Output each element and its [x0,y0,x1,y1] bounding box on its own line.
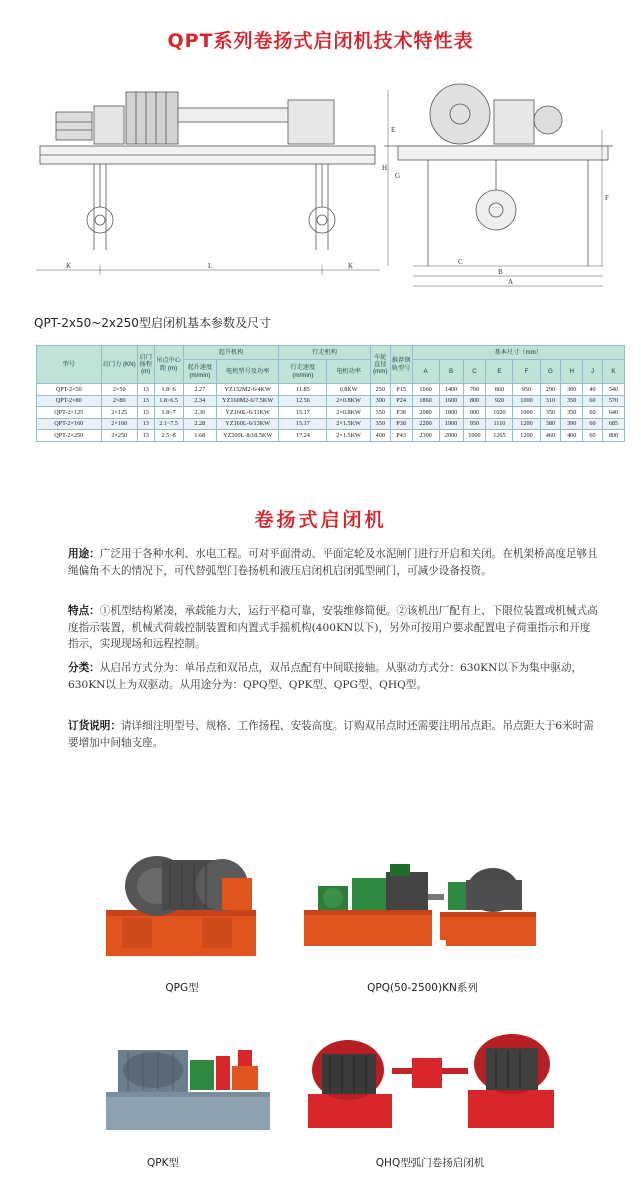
table-cell: 950 [513,384,540,396]
table-cell: 60 [583,430,603,442]
table-cell: 17.24 [279,430,327,442]
table-cell: 1900 [439,418,463,430]
table-cell: 1.8~6.5 [154,395,183,407]
table-cell: 400 [561,430,583,442]
text-use: 广泛用于各种水利、水电工程。可对平面滑动、平面定轮及水泥闸门进行开启和关闭。在机架桥高度足够且绳偏角不大的情况下，可代替弧型门卷扬机和液压启闭机启闭弧型闸门，可减少设备投资。 [68,548,598,577]
table-cell: 2×0.8KW [327,395,371,407]
table-cell: YZ132M2-6/4KW [216,384,278,396]
product-photo-qpg [92,848,272,966]
table-cell: 2200 [412,418,439,430]
table-cell: 2×50 [101,384,137,396]
table-cell: 350 [370,418,390,430]
table-cell: 60 [583,418,603,430]
th-rail: 推荐钢轨型号 [390,346,412,384]
product-photo-qpq [298,850,543,960]
table-cell: 60 [583,407,603,419]
product-caption-qhq: QHQ型弧门卷扬启闭机 [375,1157,485,1169]
table-cell: 15.17 [279,418,327,430]
table-cell: 11.85 [279,384,327,396]
table-cell: 300 [561,384,583,396]
product-caption-qpk: QPK型 [147,1157,179,1169]
th-dim-e: E [486,360,513,384]
text-feature: ①机型结构紧凑，承载能力大，运行平稳可靠，安装维修简便。②该机出厂配有上、下限位装置或机械式高度指示装置，机械式荷载控制装置和内置式手摇机构(400KN以下)，另外可按用户要求配置电子荷重指示和开度指示，实现现场和远程控制。 [68,605,598,650]
table-cell: 1110 [486,418,513,430]
dim-label-h: H [382,164,388,172]
table-cell: 2300 [412,430,439,442]
label-use: 用途： [68,548,100,560]
th-dim-b: B [439,360,463,384]
table-cell: 1660 [412,384,439,396]
table-cell: 0.8KW [327,384,371,396]
th-dim-c: C [463,360,486,384]
table-cell: 1265 [486,430,513,442]
table-cell: 800 [463,395,486,407]
table-cell: 60 [583,395,603,407]
dim-label-g: G [395,172,401,180]
th-motor-power: 电机功率 [327,360,371,384]
table-cell: 350 [561,407,583,419]
table-cell: 350 [370,407,390,419]
paragraph-order [68,718,600,751]
th-dim-j: J [583,360,603,384]
table-cell: 350 [540,407,561,419]
table-cell: 1.68 [183,430,216,442]
th-dim-h: H [561,360,583,384]
table-cell: 700 [463,384,486,396]
table-cell: YZ160L-6/11KW [216,407,278,419]
table-cell: 250 [370,384,390,396]
th-dim-k: K [602,360,624,384]
th-travel-group: 行走机构 [279,346,371,360]
th-hoist-group: 起升机构 [183,346,279,360]
table-row [37,384,625,396]
table-cell: 2000 [439,430,463,442]
paragraph-class [68,660,600,693]
table-cell: 685 [602,418,624,430]
table-cell: 1860 [412,395,439,407]
text-order: 请详细注明型号、规格、工作扬程、安装高度。订购双吊点时还需要注明吊点距。吊点距大于6米时需要增加中间轴支座。 [68,720,594,749]
th-wheel: 车轮直径 (mm) [370,346,390,384]
table-cell: QPT-2×125 [37,407,102,419]
table-cell: 640 [602,407,624,419]
table-cell: 860 [486,384,513,396]
th-hoist-speed: 起升速度 (m/min) [183,360,216,384]
table-row [37,418,625,430]
product-photo-qpk [98,1030,278,1142]
label-class: 分类： [68,662,100,674]
th-lift: 启门扬程 (m) [137,346,154,384]
th-travel-speed: 行走速度 (m/min) [279,360,327,384]
table-title: QPT-2x50~2x250型启闭机基本参数及尺寸 [34,316,271,330]
table-cell: 1200 [513,418,540,430]
spec-table-body [37,384,625,442]
label-order: 订货说明： [68,720,121,732]
table-cell: 2.5~8 [154,430,183,442]
th-dims-group: 基本尺寸（mm） [412,346,624,360]
table-cell: 2×0.8KW [327,407,371,419]
th-model: 型号 [37,346,102,384]
table-cell: 1600 [439,395,463,407]
spec-table [36,345,625,442]
table-cell: 540 [602,384,624,396]
dim-label-b: B [498,268,503,276]
label-feature: 特点： [68,605,100,617]
table-cell: P38 [390,407,412,419]
table-cell: 1.8~7 [154,407,183,419]
table-cell: QPT-2×160 [37,418,102,430]
table-cell: 800 [602,430,624,442]
table-cell: 1000 [513,395,540,407]
table-cell: 2×1.5KW [327,430,371,442]
table-cell: 390 [561,418,583,430]
th-dim-a: A [412,360,439,384]
th-dim-g: G [540,360,561,384]
table-cell: 350 [561,395,583,407]
table-cell: 920 [486,395,513,407]
table-cell: 380 [540,418,561,430]
table-cell: P43 [390,430,412,442]
section-title: 卷扬式启闭机 [254,509,387,531]
dim-label-k-left: K [66,262,72,270]
paragraph-feature [68,603,600,653]
table-cell: 950 [463,418,486,430]
th-motor-model: 电机型号及功率 [216,360,278,384]
table-cell: 1.8~6 [154,384,183,396]
dim-label-a: A [508,278,514,286]
table-cell: 1200 [513,430,540,442]
table-cell: P15 [390,384,412,396]
dim-label-l: L [208,262,213,270]
table-cell: 2080 [412,407,439,419]
table-cell: YZ160L-6/13KW [216,418,278,430]
dim-label-k-right: K [348,262,354,270]
table-cell: 2×80 [101,395,137,407]
table-cell: 2×125 [101,407,137,419]
table-cell: 2.1~7.5 [154,418,183,430]
table-cell: 1000 [513,407,540,419]
table-cell: YZ160M2-6/7.5KW [216,395,278,407]
technical-drawing [28,70,618,300]
table-cell: 1800 [439,407,463,419]
table-cell: 290 [540,384,561,396]
table-cell: 400 [370,430,390,442]
table-cell: 13 [137,384,154,396]
table-row [37,430,625,442]
table-cell: 310 [540,395,561,407]
th-dim-f: F [513,360,540,384]
table-cell: 13 [137,407,154,419]
product-caption-qpg: QPG型 [165,982,199,994]
table-cell: 300 [370,395,390,407]
table-row [37,407,625,419]
table-cell: P38 [390,418,412,430]
table-cell: 2×250 [101,430,137,442]
table-cell: 15.17 [279,407,327,419]
product-photo-qhq [300,1020,560,1138]
th-center: 吊点中心距 (m) [154,346,183,384]
dim-label-f: F [605,194,609,202]
table-cell: 13 [137,418,154,430]
table-cell: 13 [137,395,154,407]
table-cell: 570 [602,395,624,407]
table-cell: QPT-2×80 [37,395,102,407]
table-cell: 1020 [486,407,513,419]
table-cell: 12.56 [279,395,327,407]
table-cell: 2.27 [183,384,216,396]
table-cell: 40 [583,384,603,396]
table-cell: P24 [390,395,412,407]
dim-label-e: E [391,126,396,134]
dim-label-c: C [458,258,463,266]
table-cell: 13 [137,430,154,442]
table-cell: 2×1.5KW [327,418,371,430]
table-cell: 2×160 [101,418,137,430]
table-cell: 2.30 [183,407,216,419]
table-cell: QPT-2×250 [37,430,102,442]
paragraph-use [68,546,600,579]
product-caption-qpq: QPQ(50-2500)KN系列 [367,982,478,994]
table-cell: 1000 [463,430,486,442]
text-class: 从启吊方式分为：单吊点和双吊点，双吊点配有中间联接轴。从驱动方式分：630KN以下为集中驱动，630KN以上为双驱动。从用途分为：QPQ型、QPK型、QPG型、QHQ型。 [68,662,583,691]
page-title: QPT系列卷扬式启闭机技术特性表 [167,30,474,52]
table-cell: YZ200L-8/18.5KW [216,430,278,442]
table-cell: QPT-2×50 [37,384,102,396]
table-cell: 900 [463,407,486,419]
table-cell: 1400 [439,384,463,396]
table-cell: 2.34 [183,395,216,407]
table-row [37,395,625,407]
th-capacity: 启门力 (KN) [101,346,137,384]
table-cell: 460 [540,430,561,442]
table-cell: 2.28 [183,418,216,430]
